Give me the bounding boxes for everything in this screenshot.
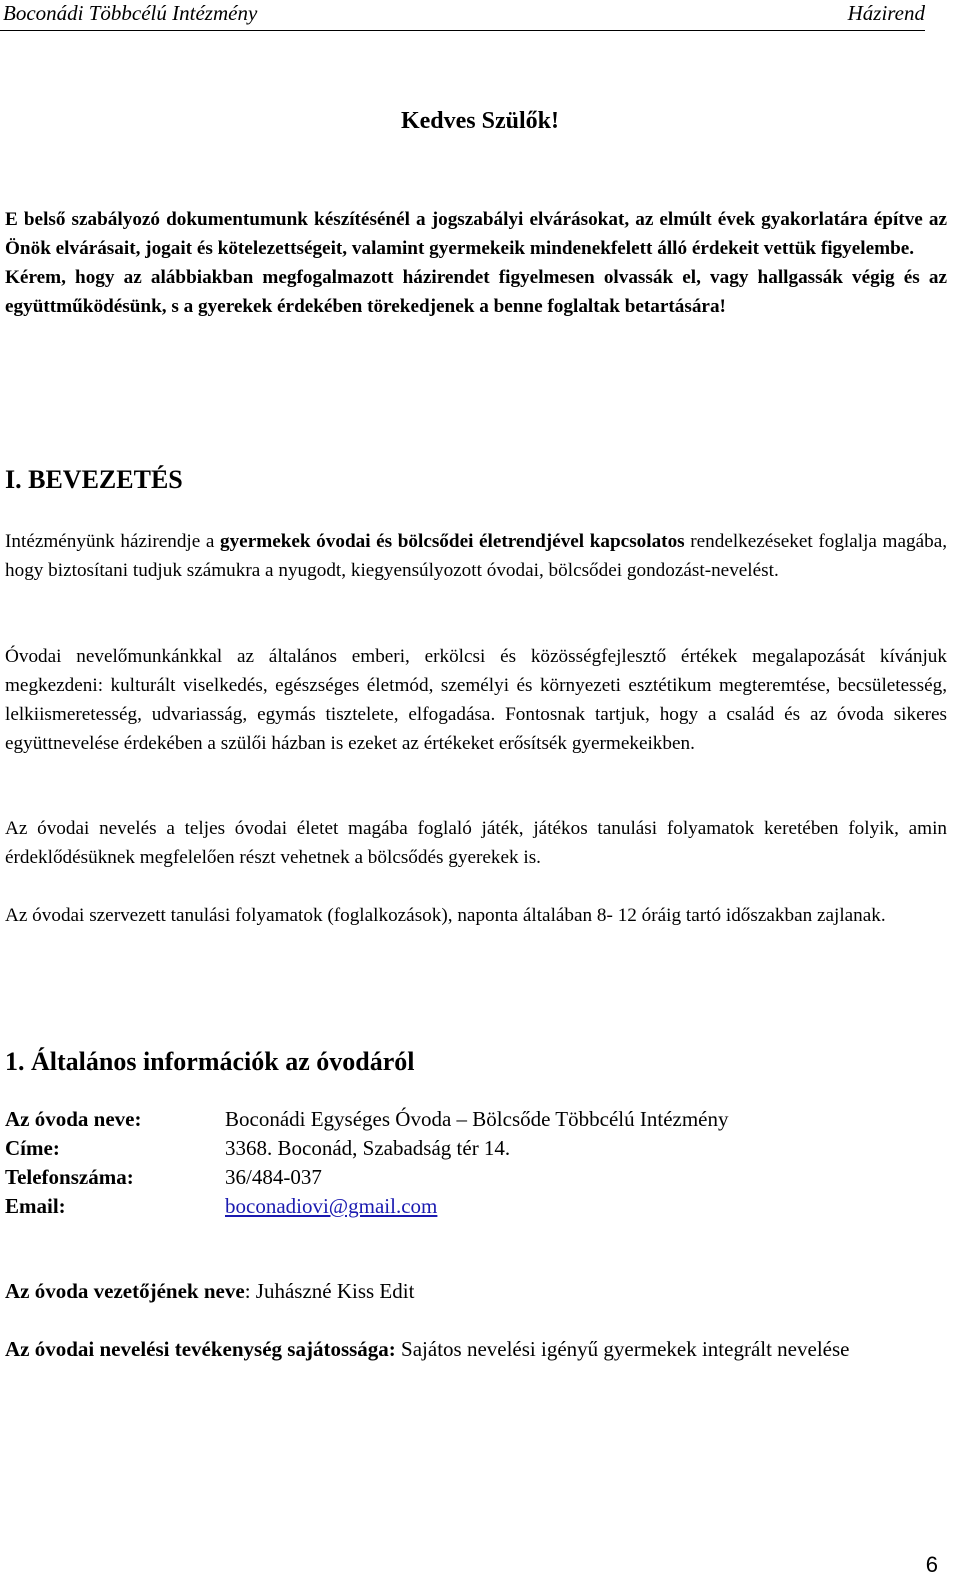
p1-start: Intézményünk házirendje a bbox=[5, 531, 220, 552]
section1-paragraph-4: Az óvodai szervezett tanulási folyamatok (foglalkozások), naponta általában 8- 12 óráig tartó időszakban zajlanak. bbox=[5, 905, 886, 926]
info-label: Telefonszáma: bbox=[5, 1165, 134, 1189]
p1-end: rendelkezéseket foglalja magába, hogy biztosítani tudjuk számukra a nyugodt, kiegyensúlyozott óvodai, bölcsődei gondozást-nevelést. bbox=[5, 531, 948, 581]
email-link[interactable]: boconadiovi@gmail.com bbox=[225, 1194, 438, 1218]
info-table bbox=[5, 1105, 947, 1221]
specialty-label: Az óvodai nevelési tevékenység sajátossága: bbox=[5, 1337, 396, 1361]
intro-block bbox=[5, 205, 947, 321]
specialty-value: Sajátos nevelési igényű gyermekek integrált nevelése bbox=[395, 1337, 850, 1361]
header-institution: Boconádi Többcélú Intézmény bbox=[3, 1, 258, 25]
section1-paragraph-2: Óvodai nevelőmunkánkkal az általános emberi, erkölcsi és közösségfejlesztő értékek megalapozását kívánjuk megkezdeni: kulturált viselkedés, egészséges életmód, személyi és környezeti esztétikum megteremtése, becsületesség, lelkiismeretesség, udvariasság, egymás tisztelete, elfogadása. Fontosnak tartjuk, hogy a család és az óvoda sikeres együttnevelése érdekében a szülői házban is ezeket az értékeket erősítsék gyermekeikben. bbox=[5, 646, 947, 754]
page-number: 6 bbox=[925, 1552, 938, 1577]
info-label: Az óvoda neve: bbox=[5, 1107, 142, 1131]
info-row-name bbox=[5, 1105, 947, 1134]
section1-paragraph-3: Az óvodai nevelés a teljes óvodai életet magába foglaló játék, játékos tanulási folyamatok keretében folyik, amin érdeklődésüknek megfelelően részt vehetnek a bölcsődés gyerekek is. bbox=[5, 818, 947, 868]
leader-paragraph bbox=[5, 1277, 947, 1306]
p1-bold: gyermekek óvodai és bölcsődei életrendjével kapcsolatos bbox=[219, 531, 685, 552]
intro-paragraph-2: Kérem, hogy az alábbiakban megfogalmazott házirendet figyelmesen olvassák el, vagy hallgassák végig és az együttműködésünk, s a gyerekek érdekében törekedjenek a benne foglaltak betartására! bbox=[5, 267, 947, 317]
section-heading-introduction: I. BEVEZETÉS bbox=[5, 465, 183, 494]
section1-paragraph-1 bbox=[5, 527, 947, 585]
info-label: Email: bbox=[5, 1194, 66, 1218]
header-document-title: Házirend bbox=[847, 1, 925, 25]
page-header bbox=[0, 0, 925, 31]
section-heading-general-info: 1. Általános információk az óvodáról bbox=[5, 1047, 415, 1076]
leader-value: : Juhászné Kiss Edit bbox=[244, 1279, 415, 1303]
info-value: 36/484-037 bbox=[225, 1165, 322, 1189]
leader-label: Az óvoda vezetőjének neve bbox=[5, 1279, 245, 1303]
info-value: 3368. Boconád, Szabadság tér 14. bbox=[225, 1136, 511, 1160]
info-row-phone bbox=[5, 1163, 947, 1192]
info-row-address bbox=[5, 1134, 947, 1163]
info-row-email bbox=[5, 1192, 947, 1221]
intro-paragraph-1: E belső szabályozó dokumentumunk készítésénél a jogszabályi elvárásokat, az elmúlt évek gyakorlatára építve az Önök elvárásait, jogait és kötelezettségeit, valamint gyermekeik mindenekfelett álló érdekeit vettük figyelembe. bbox=[5, 209, 947, 259]
info-value: Boconádi Egységes Óvoda – Bölcsőde Többcélú Intézmény bbox=[225, 1107, 729, 1131]
specialty-paragraph bbox=[5, 1335, 947, 1364]
info-label: Címe: bbox=[5, 1136, 60, 1160]
greeting-heading: Kedves Szülők! bbox=[400, 108, 559, 134]
